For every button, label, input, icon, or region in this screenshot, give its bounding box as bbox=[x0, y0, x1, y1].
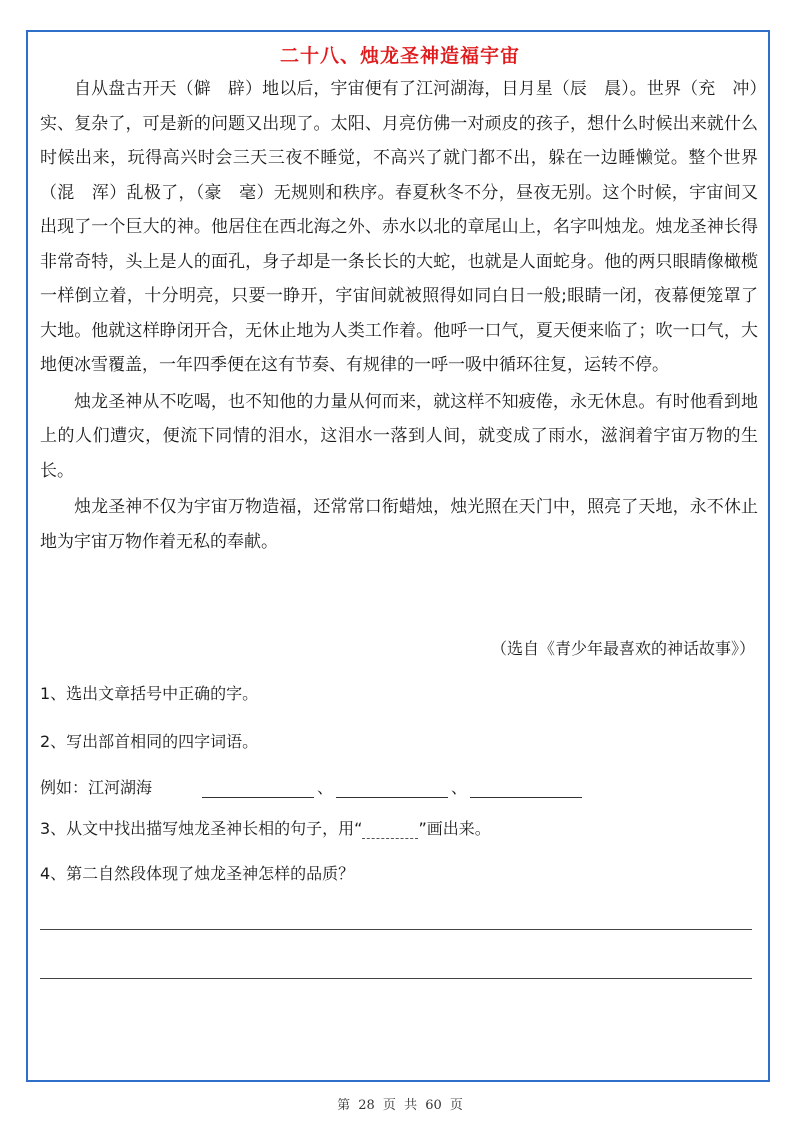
question-4: 4、第二自然段体现了烛龙圣神怎样的品质？ bbox=[40, 864, 355, 883]
question-3-text-before: 3、从文中找出描写烛龙圣神长相的句子，用“ bbox=[40, 819, 363, 838]
article-paragraph-1: 自从盘古开天（僻 辟）地以后，宇宙便有了江河湖海，日月星（辰 晨）。世界（充 冲）实、复杂了，可是新的问题又出现了。太阳、月亮仿佛一对顽皮的孩子，想什么时候出来就什么时候出来，玩得高兴时会三天三夜不睡觉，不高兴了就门都不出，躲在一边睡懒觉。整个世界（混 浑）乱极了，（豪 毫）无规则和秩序。春夏秋冬不分，昼夜无别。这个时候，宇宙间又出现了一个巨大的神。他居住在西北海之外、赤水以北的章尾山上，名字叫烛龙。烛龙圣神长得非常奇特，头上是人的面孔，身子却是一条长长的大蛇，也就是人面蛇身。他的两只眼睛像橄榄一样倒立着，十分明亮，只要一睁开，宇宙间就被照得如同白日一般;眼睛一闭，夜幕便笼罩了大地。他就这样睁闭开合，无休止地为人类工作着。他呼一口气，夏天便来临了；吹一口气，大地便冰雪覆盖，一年四季便在这有节奏、有规律的一呼一吸中循环往复，运转不停。 bbox=[40, 79, 758, 375]
answer-line-1[interactable] bbox=[40, 929, 752, 930]
source-citation: （选自《青少年最喜欢的神话故事》） bbox=[490, 639, 755, 658]
question-1: 1、选出文章括号中正确的字。 bbox=[40, 684, 259, 703]
blank-separator: 、 bbox=[317, 778, 334, 797]
question-2: 2、写出部首相同的四字词语。 bbox=[40, 732, 259, 751]
article-paragraph-3: 烛龙圣神不仅为宇宙万物造福，还常常口衔蜡烛，烛光照在天门中，照亮了天地，永不休止地为宇宙万物作着无私的奉献。 bbox=[40, 497, 758, 552]
question-3 bbox=[40, 816, 491, 839]
page-footer: 第 28 页 共 60 页 bbox=[337, 1098, 463, 1113]
wavy-underline-mark bbox=[362, 822, 418, 839]
question-3-text-after: ”画出来。 bbox=[418, 819, 491, 838]
example-row bbox=[40, 775, 582, 798]
page-title: 二十八、烛龙圣神造福宇宙 bbox=[279, 45, 520, 67]
answer-blank-1[interactable] bbox=[202, 779, 314, 798]
answer-line-2[interactable] bbox=[40, 978, 752, 979]
article-paragraph-2: 烛龙圣神从不吃喝，也不知他的力量从何而来，就这样不知疲倦，永无休息。有时他看到地上的人们遭灾，便流下同情的泪水，这泪水一落到人间，就变成了雨水，滋润着宇宙万物的生长。 bbox=[40, 391, 758, 481]
example-label: 例如：江河湖海 bbox=[40, 778, 153, 797]
article-body bbox=[40, 72, 758, 559]
blank-separator: 、 bbox=[451, 778, 468, 797]
answer-blank-2[interactable] bbox=[336, 779, 448, 798]
answer-blank-3[interactable] bbox=[470, 779, 582, 798]
